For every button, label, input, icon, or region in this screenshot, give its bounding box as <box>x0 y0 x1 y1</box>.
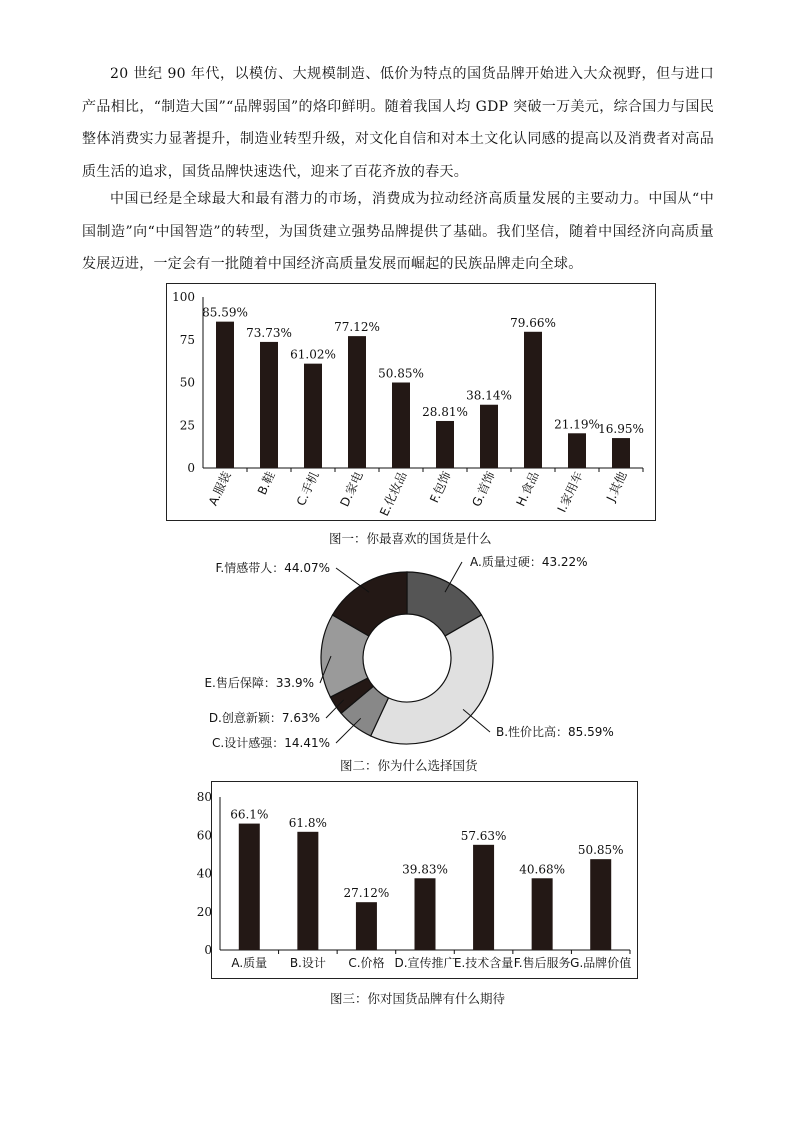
chart1-data-label: 21.19% <box>554 417 600 432</box>
chart1-data-label: 50.85% <box>378 366 424 381</box>
chart1-data-label: 61.02% <box>290 347 336 362</box>
chart-3-frame <box>196 781 638 979</box>
chart-1-caption: 图一：你最喜欢的国货是什么 <box>329 531 492 546</box>
chart3-category-label: E.技术含量 <box>453 956 514 970</box>
chart1-data-label: 16.95% <box>598 422 644 437</box>
chart1-category-label: B.鞋 <box>254 469 278 498</box>
chart1-bar <box>392 383 410 469</box>
chart1-data-label: 79.66% <box>510 315 556 330</box>
chart1-category-label: H.食品 <box>513 469 542 509</box>
chart3-data-label: 66.1% <box>230 807 269 822</box>
chart-2-reasons-donut <box>180 555 680 751</box>
chart3-bar <box>473 845 494 950</box>
chart1-bar <box>436 421 454 468</box>
chart1-ytick-label: 25 <box>179 418 195 433</box>
chart-3-caption: 图三：你对国货品牌有什么期待 <box>330 991 506 1006</box>
chart1-ytick-label: 0 <box>187 461 195 475</box>
chart1-ytick-label: 50 <box>179 375 195 390</box>
chart3-data-label: 27.12% <box>343 886 390 901</box>
chart3-bar <box>590 859 611 950</box>
chart1-bar <box>260 342 278 468</box>
chart2-slice-label: C.设计感强：14.41% <box>212 736 330 750</box>
chart2-slice-label: F.情感带人：44.07% <box>215 561 330 575</box>
chart3-data-label: 57.63% <box>460 828 507 843</box>
chart-1-favorite-products <box>167 284 655 520</box>
chart1-category-label: D.家电 <box>337 469 366 509</box>
chart1-bar <box>524 332 542 468</box>
chart1-bar <box>480 405 498 468</box>
chart1-category-label: G.首饰 <box>469 469 498 509</box>
chart1-data-label: 28.81% <box>422 404 468 419</box>
chart3-bar <box>415 878 436 950</box>
chart3-data-label: 40.68% <box>519 862 566 877</box>
chart1-data-label: 38.14% <box>466 388 512 403</box>
chart3-ytick-label: 20 <box>196 904 212 919</box>
chart3-ytick-label: 40 <box>196 866 212 881</box>
chart3-category-label: B.设计 <box>289 956 326 970</box>
chart2-leader-line <box>463 709 490 732</box>
chart2-leader-line <box>336 568 369 592</box>
chart1-bar <box>216 322 234 468</box>
chart1-ytick-label: 75 <box>179 332 195 347</box>
chart1-bar <box>348 336 366 468</box>
chart3-ytick-label: 60 <box>196 828 212 843</box>
chart3-category-label: F.售后服务 <box>513 956 571 970</box>
chart1-category-label: I.家用车 <box>554 469 586 515</box>
chart1-category-label: E.化妆品 <box>376 469 410 519</box>
chart3-category-label: D.宣传推广 <box>394 956 456 970</box>
chart1-data-label: 73.73% <box>246 325 292 340</box>
paragraph-1: 20 世纪 90 年代，以模仿、大规模制造、低价为特点的国货品牌开始进入大众视野，但与进口产品相比，“制造大国”“品牌弱国”的烙印鲜明。随着我国人均 GDP 突破一万美元，综合国力与国民整体消费实力显著提升，制造业转型升级，对文化自信和对本土文化认同感的提高以及消费者对高品质生活的追求，国货品牌快速迭代，迎来了百花齐放的春天。 <box>82 66 714 180</box>
chart3-category-label: G.品牌价值 <box>570 956 632 970</box>
chart1-category-label: F.包饰 <box>427 469 454 505</box>
chart3-data-label: 61.8% <box>288 815 327 830</box>
chart2-leader-line <box>336 718 361 743</box>
chart2-slice-label: B.性价比高：85.59% <box>496 725 614 739</box>
chart3-data-label: 39.83% <box>402 862 448 877</box>
chart1-category-label: J.其他 <box>603 469 630 504</box>
chart3-category-label: A.质量 <box>231 956 268 970</box>
chart2-slice-label: D.创意新颖：7.63% <box>208 711 320 725</box>
chart3-bar <box>239 824 260 950</box>
chart3-bar <box>356 902 377 950</box>
chart3-ytick-label: 0 <box>204 943 212 957</box>
chart1-ytick-label: 100 <box>172 290 195 304</box>
chart1-bar <box>568 433 586 468</box>
chart2-slice-label: E.售后保障：33.9% <box>204 676 314 690</box>
chart3-bar <box>532 878 553 950</box>
chart3-bar <box>297 832 318 950</box>
chart-1-frame <box>166 283 656 521</box>
chart3-data-label: 50.85% <box>577 843 624 858</box>
chart3-ytick-label: 80 <box>196 790 212 804</box>
paragraph-2: 中国已经是全球最大和最有潜力的市场，消费成为拉动经济高质量发展的主要动力。中国从“中国制造”向“中国智造”的转型，为国货建立强势品牌提供了基础。我们坚信，随着中国经济向高质量发展迈进，一定会有一批随着中国经济高质量发展而崛起的民族品牌走向全球。 <box>82 191 714 272</box>
chart1-category-label: A.服装 <box>205 469 234 508</box>
chart2-slice <box>371 615 493 744</box>
chart1-bar <box>304 364 322 468</box>
chart1-category-label: C.手机 <box>293 469 322 509</box>
chart2-slice-label: A.质量过硬：43.22% <box>470 555 588 569</box>
chart1-bar <box>612 438 630 468</box>
chart-2-caption: 图二：你为什么选择国货 <box>340 758 478 773</box>
chart-3-brand-expectations <box>196 782 637 978</box>
chart1-data-label: 85.59% <box>202 305 248 320</box>
chart3-category-label: C.价格 <box>348 956 385 970</box>
chart1-data-label: 77.12% <box>334 320 380 335</box>
